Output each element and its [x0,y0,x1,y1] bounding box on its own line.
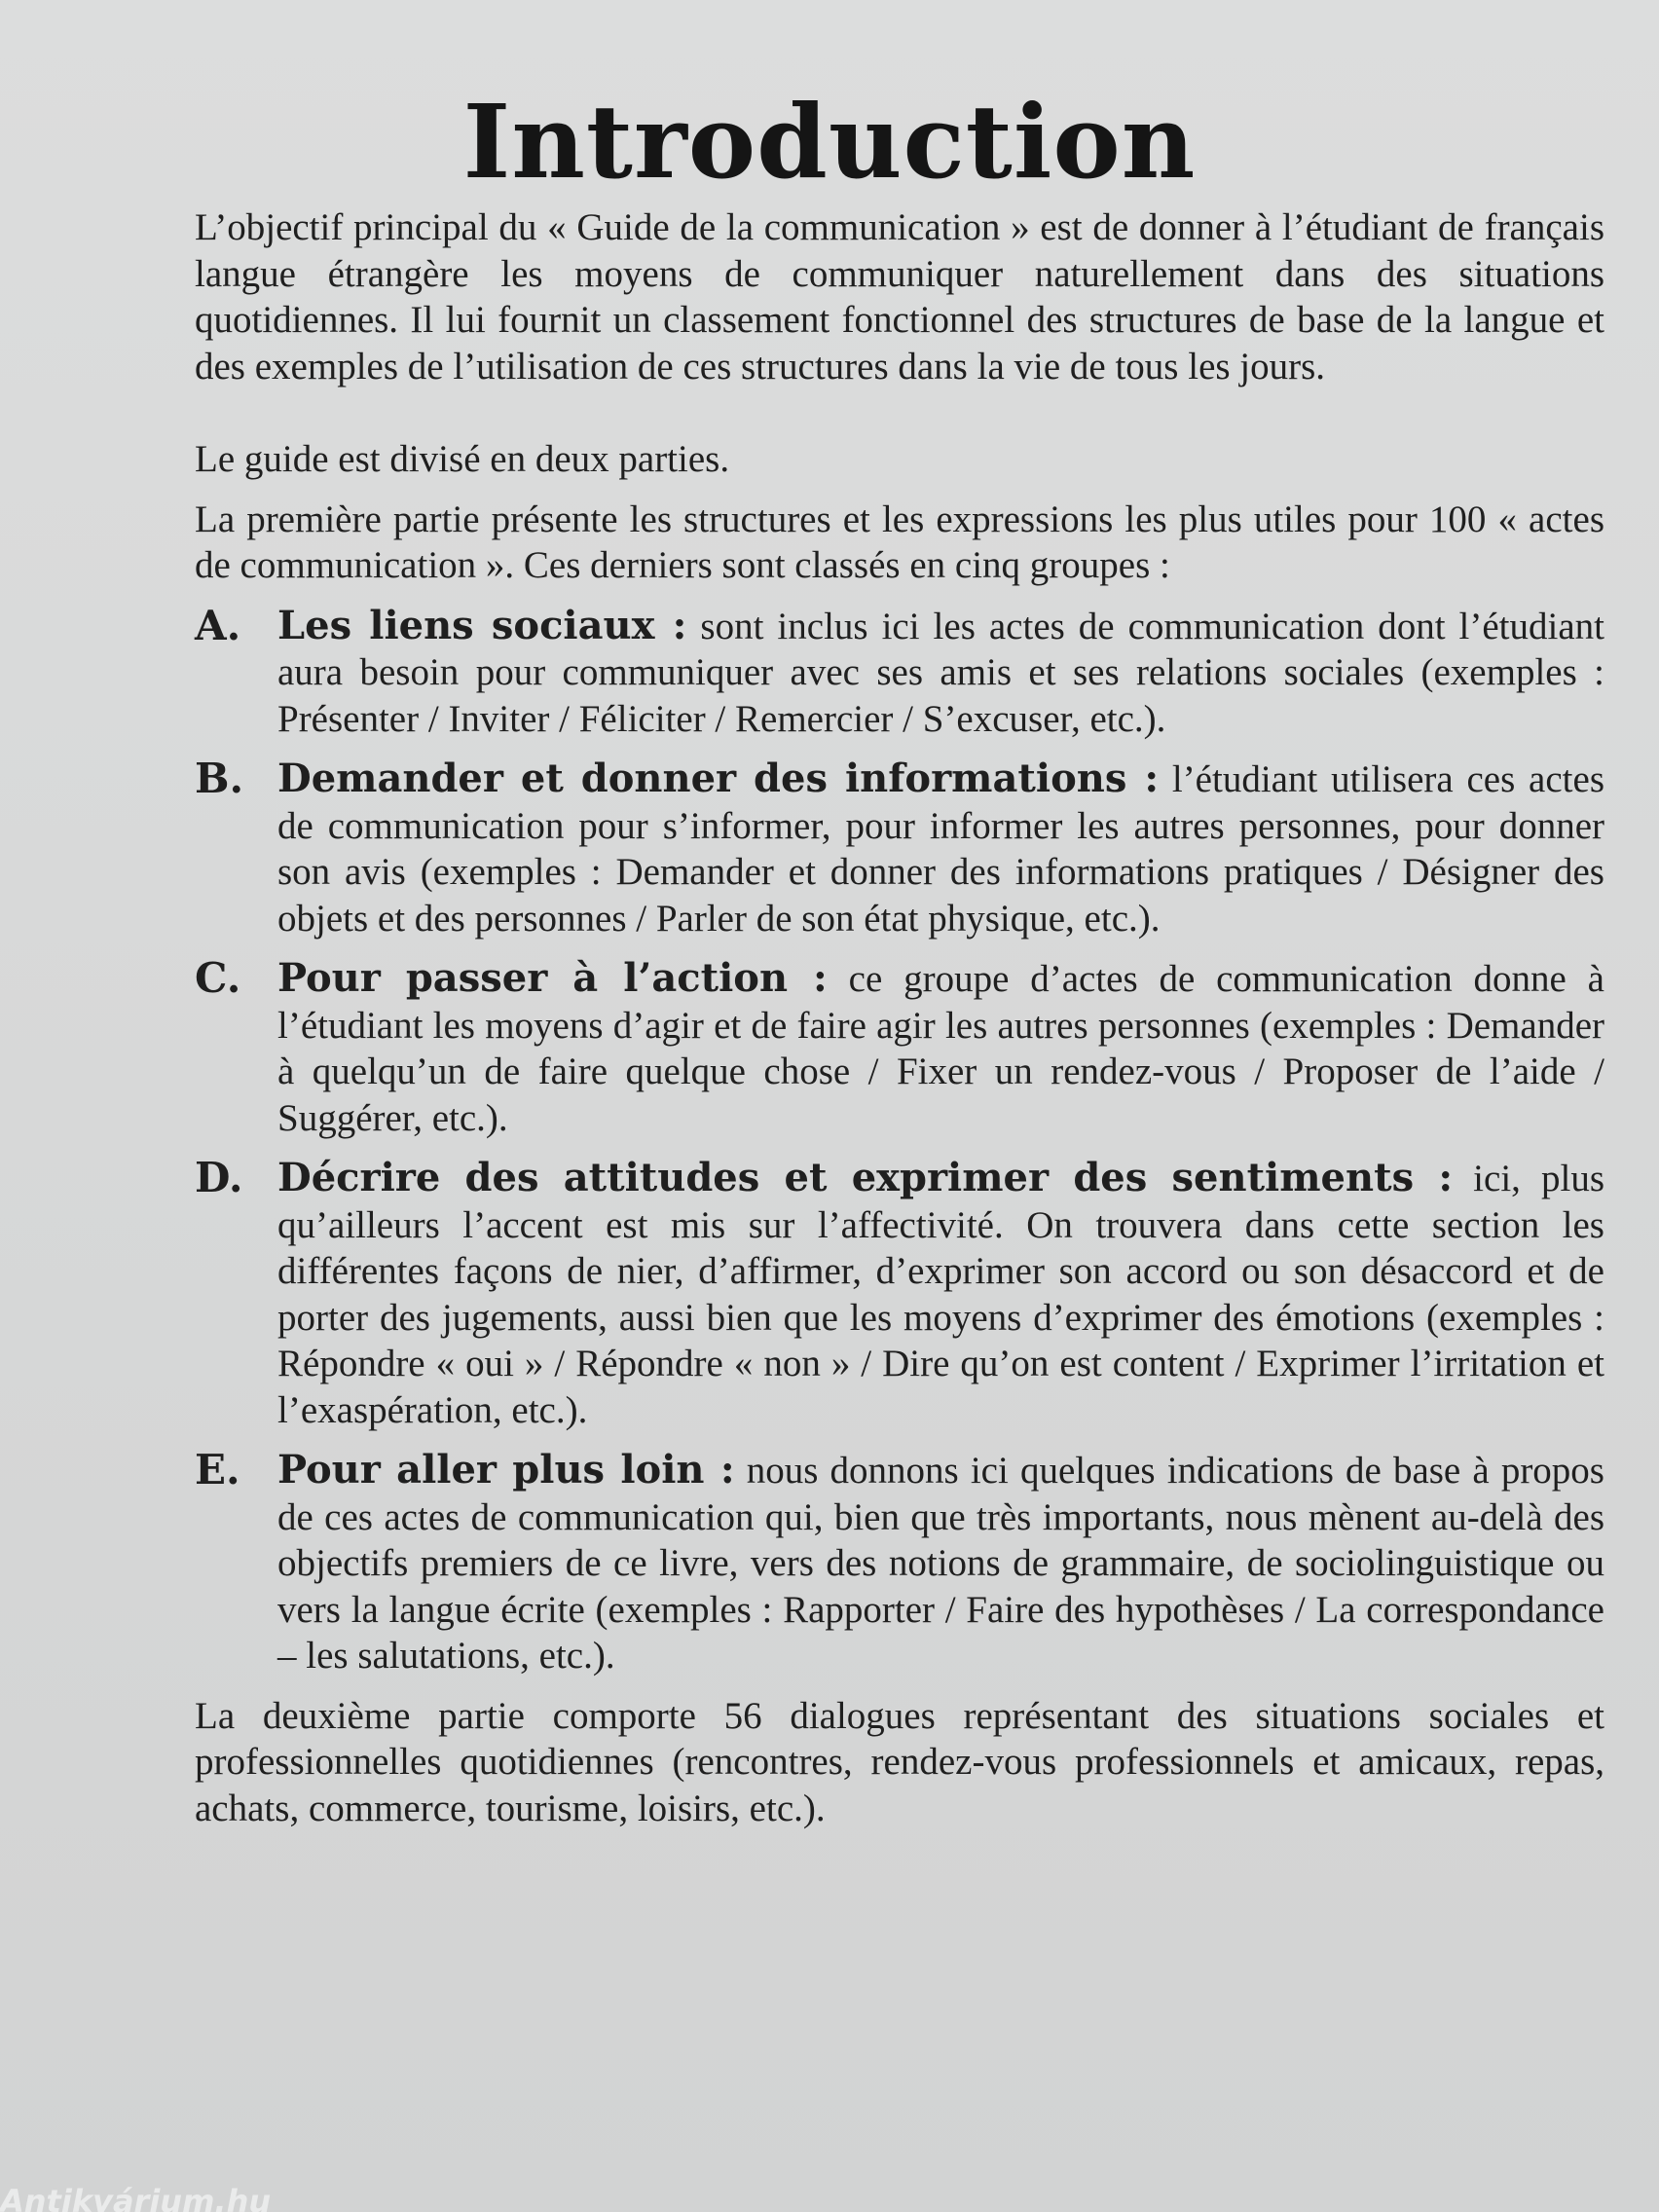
group-text: nous donnons ici quelques indications de base à propos de ces actes de communication qui, bien que très importants, nous mènent au-delà des objectifs premiers de ce livre, vers des notions de grammaire, de sociolinguistique ou vers la langue écrite (exemples : Rapporter / Faire des hypothèses / La correspondance – les salutations, etc.). [277,1450,1604,1677]
group-description [277,1447,1604,1679]
group-description [277,603,1604,743]
page-body [195,204,1604,1831]
group-letter: C. [195,954,241,1002]
group-item-c [195,955,1604,1141]
group-item-b [195,756,1604,941]
group-heading: Pour aller plus loin : [277,1447,735,1493]
group-description [277,1155,1604,1433]
group-text: sont inclus ici les actes de communication dont l’étudiant aura besoin pour communiquer avec ses amis et ses relations sociales (exemples : Présenter / Inviter / Féliciter / Remercier / S’excuser, etc.). [277,605,1604,740]
group-heading: Décrire des attitudes et exprimer des sentiments : [277,1155,1454,1200]
division-sentence: Le guide est divisé en deux parties. [195,438,730,480]
group-description [277,955,1604,1141]
group-letter: A. [195,601,241,649]
group-letter: B. [195,755,244,802]
group-heading: Les liens sociaux : [277,602,687,648]
group-text: ici, plus qu’ailleurs l’accent est mis sur l’affectivité. On trouvera dans cette section les différentes façons de nier, d’affirmer, d’exprimer son accord ou son désaccord et de porter des jugements, aussi bien que les moyens d’exprimer des émotions (exemples : Répondre « oui » / Répondre « non » / Dire qu’on est content / Exprimer l’irritation et l’exaspération, etc.). [277,1158,1604,1431]
group-description [277,756,1604,941]
group-text: l’étudiant utilisera ces actes de communication pour s’informer, pour informer les autres personnes, pour donner son avis (exemples : Demander et donner des informations pratiques / Désigner des objets et des personnes / Parler de son état physique, etc.). [277,758,1604,940]
group-heading: Pour passer à l’action : [277,955,828,1001]
watermark: Antikvárium.hu [0,2183,272,2212]
group-item-a [195,603,1604,743]
group-text: ce groupe d’actes de communication donne à l’étudiant les moyens d’agir et de faire agir les autres personnes (exemples : Demander à quelqu’un de faire quelque chose / Fixer un rendez-vous / Proposer de l’aide / Suggérer, etc.). [277,958,1604,1139]
group-letter: E. [195,1446,240,1493]
intro-paragraph: L’objectif principal du « Guide de la communication » est de donner à l’étudiant de français langue étrangère les moyens de communiquer naturellement dans des situations quotidiennes. Il lui fournit un classement fonctionnel des structures de base de la langue et des exemples de l’utilisation de ces structures dans la vie de tous les jours. [195,206,1604,387]
second-part-paragraph: La deuxième partie comporte 56 dialogues représentant des situations sociales et professionnelles quotidiennes (rencontres, rendez-vous professionnels et amicaux, repas, achats, commerce, tourisme, loisirs, etc.). [195,1694,1604,1829]
group-letter: D. [195,1154,243,1201]
group-item-e [195,1447,1604,1679]
group-heading: Demander et donner des informations : [277,756,1160,801]
first-part-paragraph: La première partie présente les structures et les expressions les plus utiles pour 100 « actes de communication ». Ces derniers sont classés en cinq groupes : [195,498,1604,586]
page-title: Introduction [462,81,1197,202]
group-item-d [195,1155,1604,1433]
